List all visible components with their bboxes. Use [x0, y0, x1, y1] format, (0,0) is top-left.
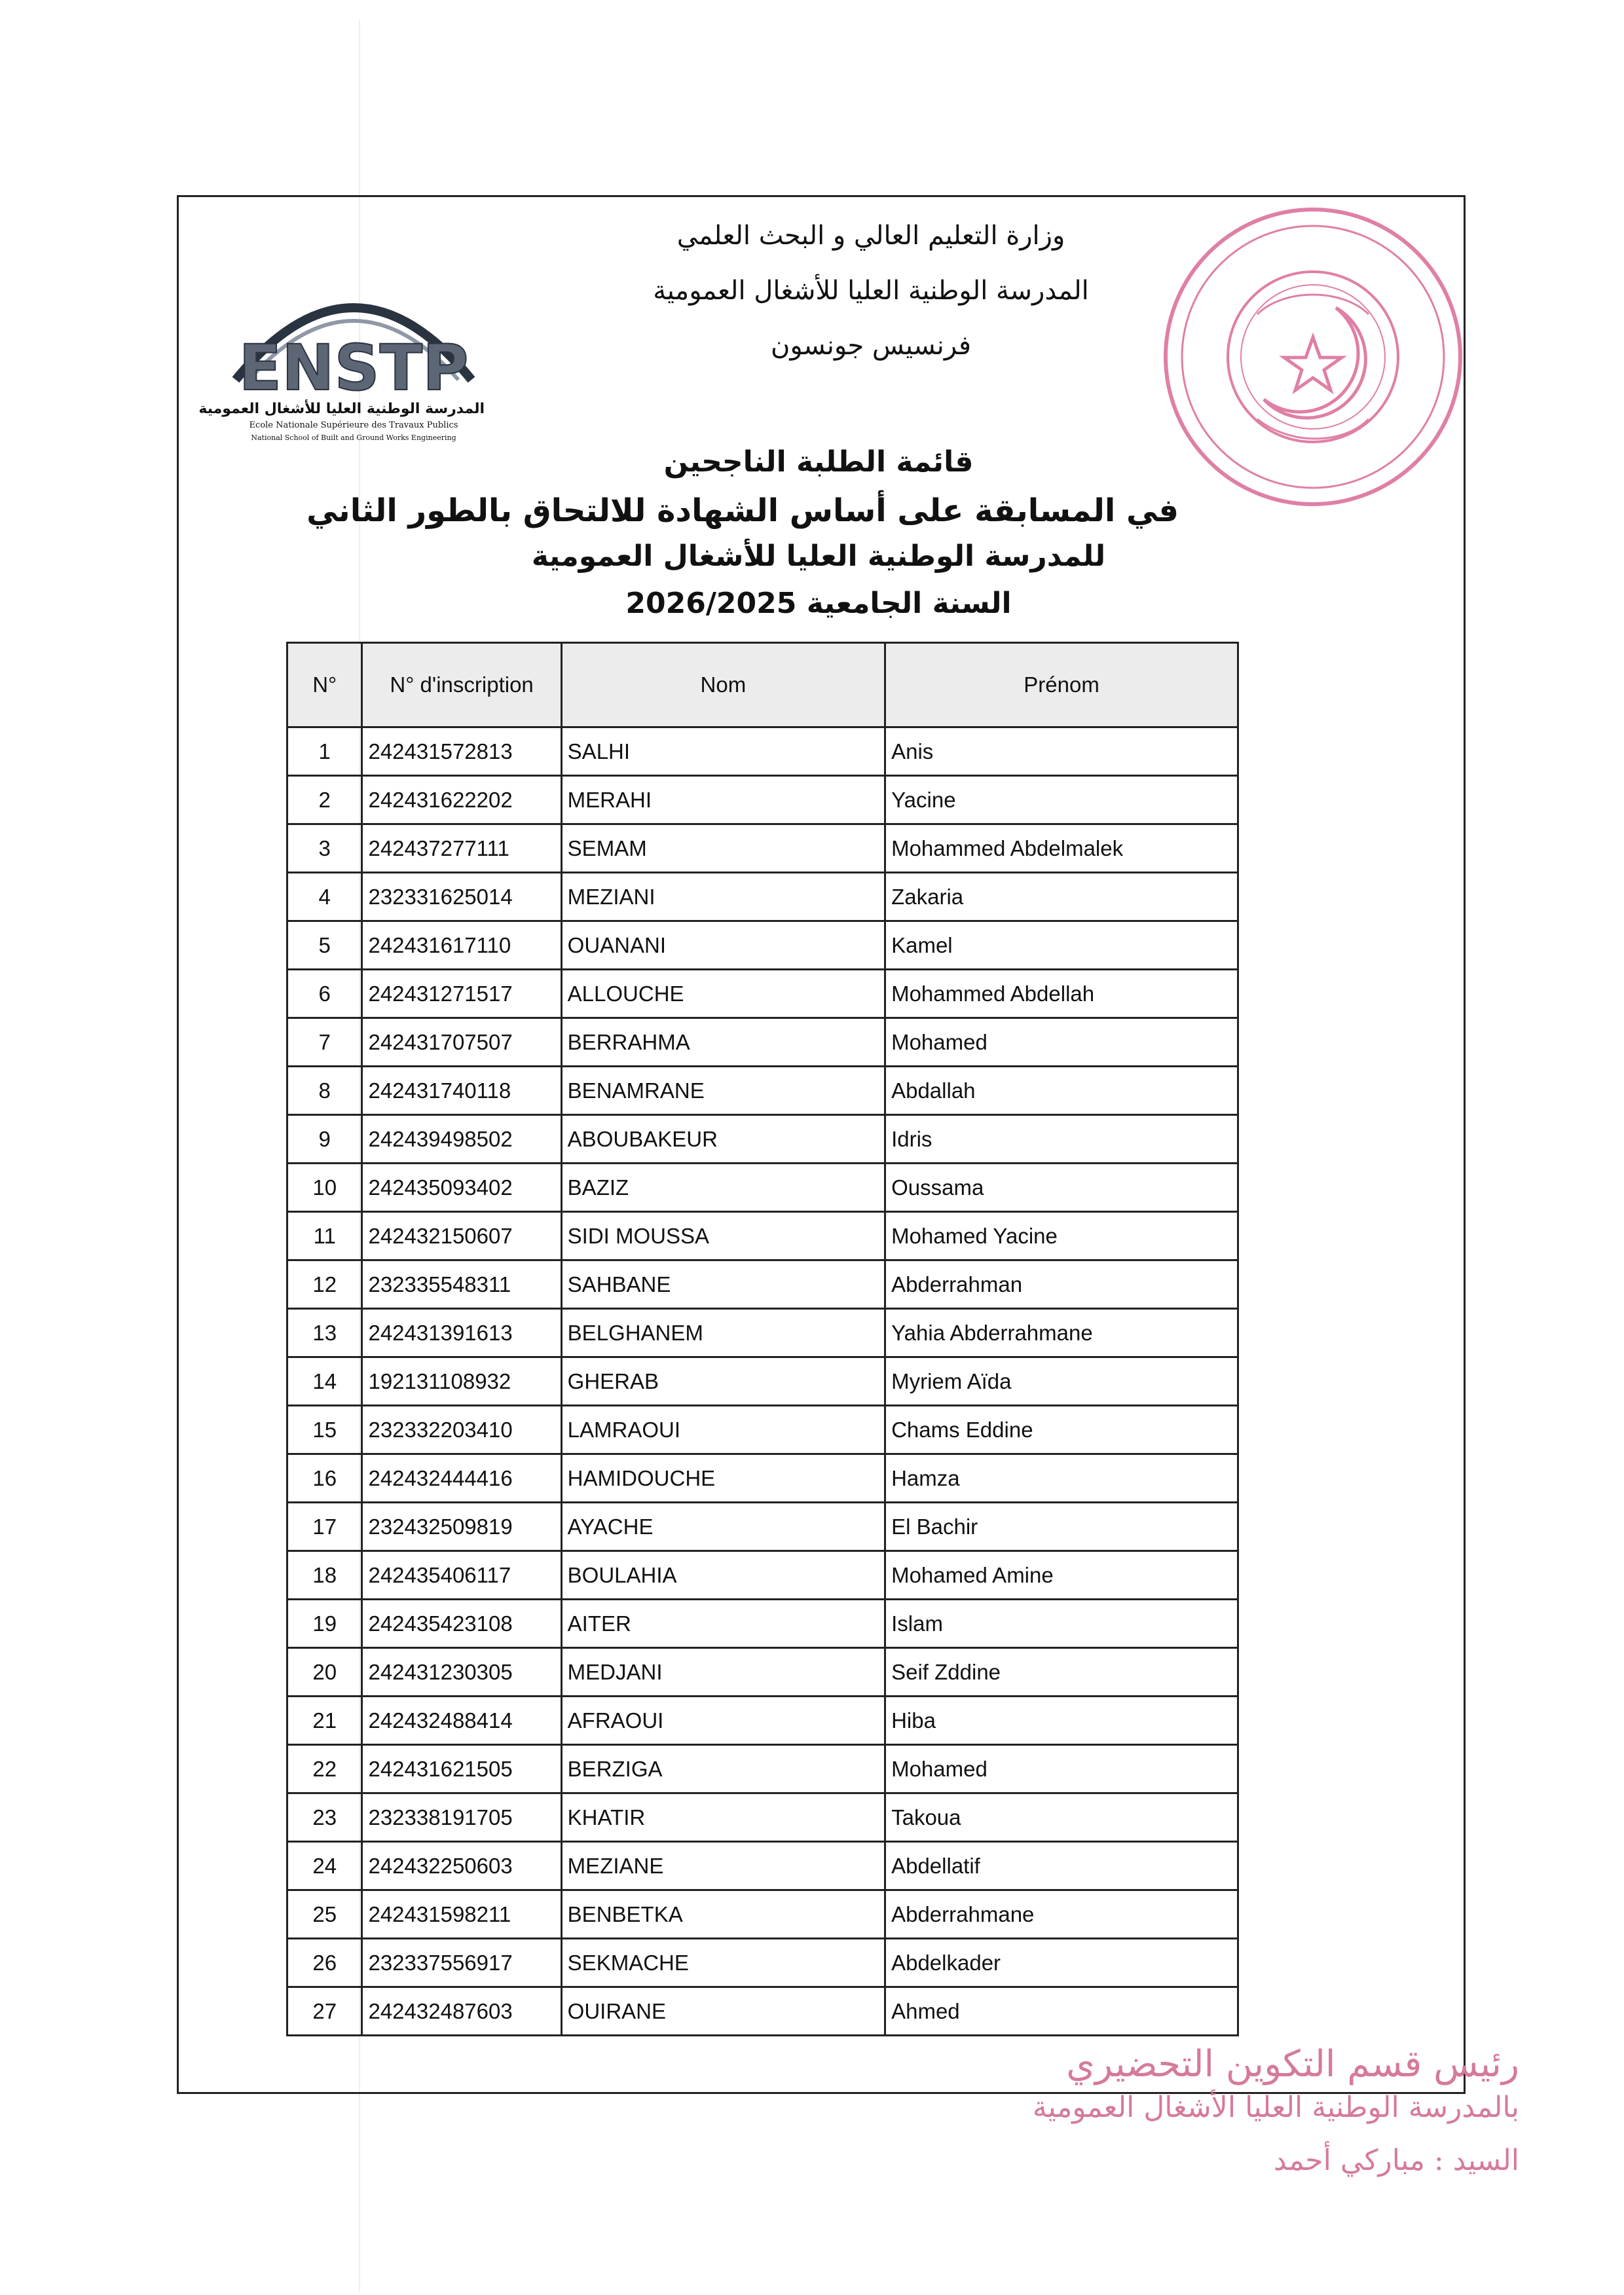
row-prenom: Anis	[885, 727, 1238, 776]
row-inscription: 232432509819	[362, 1503, 561, 1551]
table-row	[287, 1067, 1238, 1115]
row-prenom: Abderrahmane	[885, 1890, 1238, 1939]
row-prenom: Kamel	[885, 921, 1238, 970]
official-seal-icon	[1159, 203, 1467, 511]
table-row	[287, 1018, 1238, 1067]
table-row	[287, 776, 1238, 824]
ministry-name: وزارة التعليم العالي و البحث العلمي	[676, 221, 1065, 251]
row-inscription: 242431707507	[362, 1018, 561, 1067]
row-prenom: El Bachir	[885, 1503, 1238, 1551]
table-row	[287, 1503, 1238, 1551]
row-inscription: 232331625014	[362, 873, 561, 921]
signatory-institution: بالمدرسة الوطنية العليا الأشغال العمومية	[1032, 2091, 1519, 2124]
row-nom: KHATIR	[561, 1793, 885, 1842]
row-number: 5	[287, 921, 362, 970]
row-inscription: 242431622202	[362, 776, 561, 824]
row-prenom: Abdallah	[885, 1067, 1238, 1115]
row-prenom: Seif Zddine	[885, 1648, 1238, 1697]
enstp-logo	[198, 249, 485, 458]
header-block	[576, 208, 1166, 373]
table-row	[287, 1260, 1238, 1309]
row-nom: SAHBANE	[561, 1260, 885, 1309]
table-row	[287, 1697, 1238, 1745]
row-inscription: 242431621505	[362, 1745, 561, 1793]
row-prenom: Oussama	[885, 1164, 1238, 1212]
table-row	[287, 1745, 1238, 1793]
row-nom: MEZIANE	[561, 1842, 885, 1890]
row-nom: BELGHANEM	[561, 1309, 885, 1357]
row-nom: ABOUBAKEUR	[561, 1115, 885, 1164]
row-prenom: Mohamed	[885, 1018, 1238, 1067]
row-inscription: 242432444416	[362, 1454, 561, 1503]
contest-title: في المسابقة على أساس الشهادة للالتحاق بالطور الثاني	[306, 492, 1179, 529]
table-header-row	[287, 643, 1238, 727]
row-number: 23	[287, 1793, 362, 1842]
logo-english-text: National School of Built and Ground Works Engineering	[251, 433, 456, 442]
academic-year: السنة الجامعية 2026/2025	[625, 587, 1012, 620]
table-row	[287, 921, 1238, 970]
row-inscription: 242432487603	[362, 1987, 561, 2036]
row-prenom: Mohamed Yacine	[885, 1212, 1238, 1260]
table-row	[287, 1212, 1238, 1260]
row-prenom: Mohammed Abdellah	[885, 970, 1238, 1018]
row-inscription: 242431230305	[362, 1648, 561, 1697]
row-number: 1	[287, 727, 362, 776]
row-nom: SIDI MOUSSA	[561, 1212, 885, 1260]
row-number: 17	[287, 1503, 362, 1551]
row-number: 2	[287, 776, 362, 824]
table-row	[287, 1890, 1238, 1939]
row-prenom: Hamza	[885, 1454, 1238, 1503]
table-row	[287, 873, 1238, 921]
row-number: 8	[287, 1067, 362, 1115]
row-inscription: 242431572813	[362, 727, 561, 776]
row-inscription: 242435093402	[362, 1164, 561, 1212]
row-nom: LAMRAOUI	[561, 1406, 885, 1454]
table-row	[287, 1987, 1238, 2036]
row-number: 3	[287, 824, 362, 873]
title-block	[306, 445, 1179, 634]
row-prenom: Yahia Abderrahmane	[885, 1309, 1238, 1357]
signatory-name: السيد : مباركي أحمد	[1273, 2144, 1519, 2177]
table-row	[287, 1454, 1238, 1503]
row-number: 4	[287, 873, 362, 921]
header-nom: Nom	[561, 643, 885, 727]
logo-acronym: ENSTP	[238, 331, 469, 399]
school-name: المدرسة الوطنية العليا للأشغال العمومية	[653, 276, 1089, 306]
row-prenom: Mohammed Abdelmalek	[885, 824, 1238, 873]
row-inscription: 242435423108	[362, 1600, 561, 1648]
row-inscription: 242432488414	[362, 1697, 561, 1745]
row-inscription: 242437277111	[362, 824, 561, 873]
row-number: 16	[287, 1454, 362, 1503]
row-number: 19	[287, 1600, 362, 1648]
row-prenom: Idris	[885, 1115, 1238, 1164]
row-number: 27	[287, 1987, 362, 2036]
table-row	[287, 1551, 1238, 1600]
row-number: 12	[287, 1260, 362, 1309]
row-prenom: Myriem Aïda	[885, 1357, 1238, 1406]
row-inscription: 242431617110	[362, 921, 561, 970]
row-prenom: Abdelkader	[885, 1939, 1238, 1987]
row-prenom: Mohamed Amine	[885, 1551, 1238, 1600]
row-inscription: 192131108932	[362, 1357, 561, 1406]
row-inscription: 242435406117	[362, 1551, 561, 1600]
list-title: قائمة الطلبة الناجحين	[663, 445, 974, 479]
row-number: 9	[287, 1115, 362, 1164]
signature-block	[1032, 2043, 1519, 2177]
table-row	[287, 970, 1238, 1018]
row-nom: GHERAB	[561, 1357, 885, 1406]
row-prenom: Abdellatif	[885, 1842, 1238, 1890]
row-number: 10	[287, 1164, 362, 1212]
row-nom: MEDJANI	[561, 1648, 885, 1697]
row-nom: OUANANI	[561, 921, 885, 970]
table-row	[287, 1164, 1238, 1212]
row-inscription: 232332203410	[362, 1406, 561, 1454]
row-inscription: 232338191705	[362, 1793, 561, 1842]
row-prenom: Chams Eddine	[885, 1406, 1238, 1454]
row-nom: SEKMACHE	[561, 1939, 885, 1987]
row-inscription: 242432150607	[362, 1212, 561, 1260]
row-inscription: 242431740118	[362, 1067, 561, 1115]
header-inscription: N° d'inscription	[362, 643, 561, 727]
table-row	[287, 824, 1238, 873]
row-nom: AFRAOUI	[561, 1697, 885, 1745]
row-number: 18	[287, 1551, 362, 1600]
row-prenom: Abderrahman	[885, 1260, 1238, 1309]
row-nom: AYACHE	[561, 1503, 885, 1551]
row-number: 7	[287, 1018, 362, 1067]
row-inscription: 242431391613	[362, 1309, 561, 1357]
row-inscription: 232335548311	[362, 1260, 561, 1309]
row-nom: BENAMRANE	[561, 1067, 885, 1115]
table-row	[287, 1406, 1238, 1454]
signatory-title: رئيس قسم التكوين التحضيري	[1066, 2043, 1519, 2085]
results-table	[286, 642, 1239, 2036]
row-prenom: Islam	[885, 1600, 1238, 1648]
row-number: 6	[287, 970, 362, 1018]
row-inscription: 242431598211	[362, 1890, 561, 1939]
school-title: للمدرسة الوطنية العليا للأشغال العمومية	[531, 540, 1106, 573]
table-row	[287, 1357, 1238, 1406]
row-number: 25	[287, 1890, 362, 1939]
table-row	[287, 1793, 1238, 1842]
table-row	[287, 727, 1238, 776]
row-inscription: 242432250603	[362, 1842, 561, 1890]
table-row	[287, 1309, 1238, 1357]
row-nom: BENBETKA	[561, 1890, 885, 1939]
header-number: N°	[287, 643, 362, 727]
row-number: 14	[287, 1357, 362, 1406]
row-inscription: 232337556917	[362, 1939, 561, 1987]
row-prenom: Ahmed	[885, 1987, 1238, 2036]
table-row	[287, 1939, 1238, 1987]
row-prenom: Mohamed	[885, 1745, 1238, 1793]
table-row	[287, 1115, 1238, 1164]
row-nom: MEZIANI	[561, 873, 885, 921]
row-nom: OUIRANE	[561, 1987, 885, 2036]
row-inscription: 242431271517	[362, 970, 561, 1018]
logo-arch-icon	[223, 249, 485, 399]
table-row	[287, 1600, 1238, 1648]
row-nom: BOULAHIA	[561, 1551, 885, 1600]
row-number: 11	[287, 1212, 362, 1260]
row-prenom: Takoua	[885, 1793, 1238, 1842]
header-prenom: Prénom	[885, 643, 1238, 727]
row-number: 20	[287, 1648, 362, 1697]
table-row	[287, 1648, 1238, 1697]
row-inscription: 242439498502	[362, 1115, 561, 1164]
row-prenom: Yacine	[885, 776, 1238, 824]
row-number: 15	[287, 1406, 362, 1454]
row-nom: BAZIZ	[561, 1164, 885, 1212]
row-nom: SALHI	[561, 727, 885, 776]
row-prenom: Zakaria	[885, 873, 1238, 921]
row-nom: HAMIDOUCHE	[561, 1454, 885, 1503]
official-seal	[1159, 203, 1467, 511]
row-number: 13	[287, 1309, 362, 1357]
row-number: 24	[287, 1842, 362, 1890]
logo-french-text: Ecole Nationale Supérieure des Travaux Publics	[249, 420, 458, 430]
row-nom: AITER	[561, 1600, 885, 1648]
logo-arabic-text: المدرسة الوطنية العليا للأشغال العمومية	[198, 401, 485, 417]
row-nom: BERZIGA	[561, 1745, 885, 1793]
row-nom: BERRAHMA	[561, 1018, 885, 1067]
row-number: 21	[287, 1697, 362, 1745]
table-row	[287, 1842, 1238, 1890]
row-nom: MERAHI	[561, 776, 885, 824]
row-number: 22	[287, 1745, 362, 1793]
row-prenom: Hiba	[885, 1697, 1238, 1745]
row-nom: SEMAM	[561, 824, 885, 873]
row-number: 26	[287, 1939, 362, 1987]
person-name: فرنسيس جونسون	[770, 331, 972, 361]
row-nom: ALLOUCHE	[561, 970, 885, 1018]
